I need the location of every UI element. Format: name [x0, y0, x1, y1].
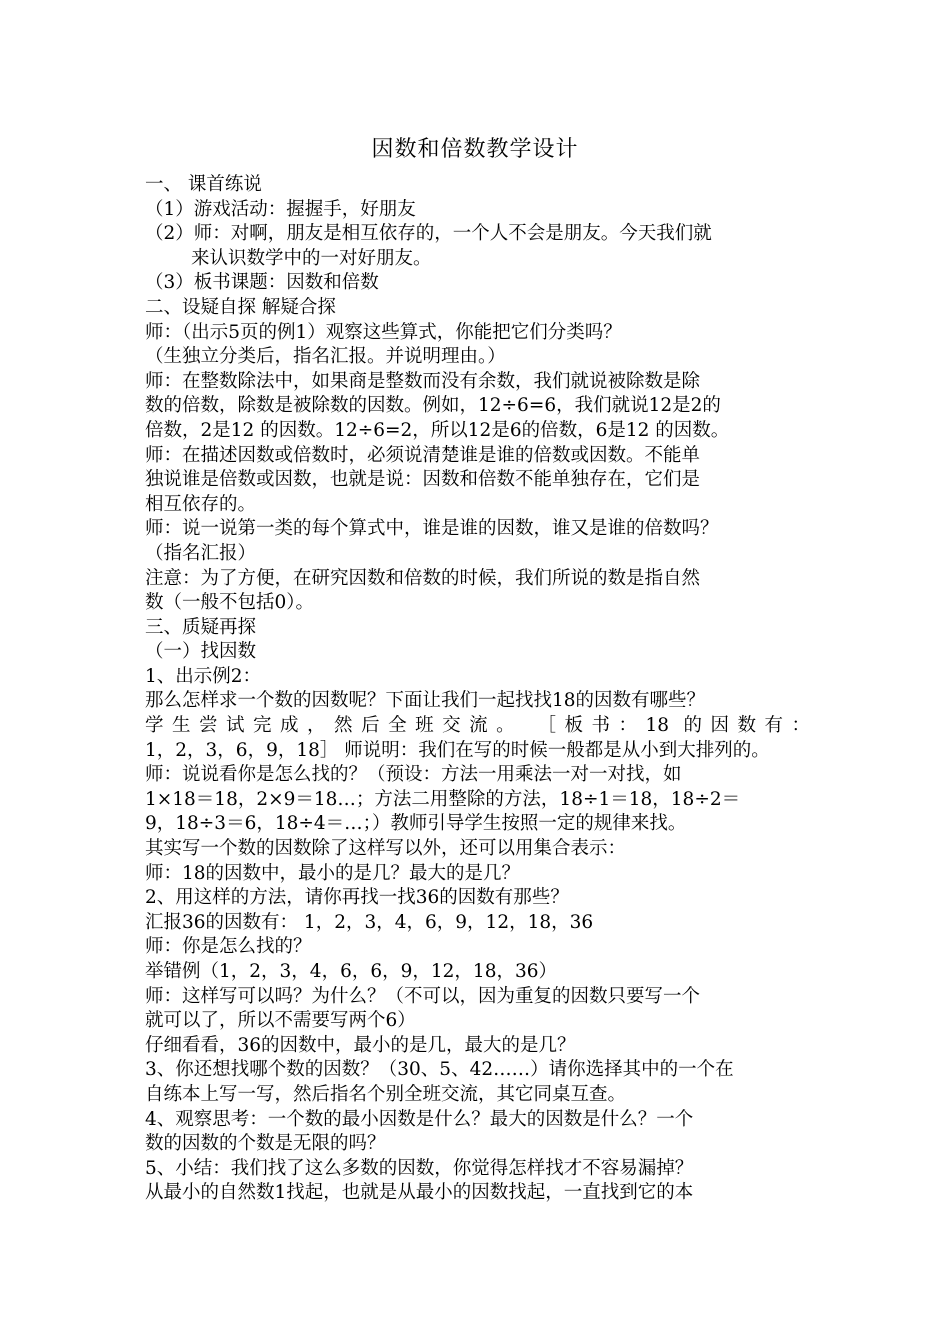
text-line: 仔细看看，36的因数中，最小的是几，最大的是几？	[145, 1034, 576, 1056]
document-body	[145, 173, 810, 1206]
text-line: （3）板书课题：因数和倍数	[145, 272, 379, 294]
text-line: 数的因数的个数是无限的吗？	[145, 1133, 386, 1155]
text-line: 二、设疑自探 解疑合探	[145, 296, 336, 318]
text-line: 学生尝试完成，然后全班交流。 ［板书：18 的因数有：	[145, 715, 810, 737]
text-line: 一、 课首练说	[145, 174, 262, 195]
text-line: 来认识数学中的一对好朋友。	[191, 247, 432, 269]
text-line: 数（一般不包括0）。	[145, 592, 315, 614]
text-line: 倍数，2是12 的因数。12÷6=2，所以12是6的倍数，6是12 的因数。	[145, 419, 730, 441]
text-line: 师：你是怎么找的？	[145, 936, 312, 958]
text-line: 注意：为了方便，在研究因数和倍数的时候，我们所说的数是指自然	[145, 567, 701, 589]
text-line: 5、小结：我们找了这么多数的因数，你觉得怎样找才不容易漏掉？	[145, 1157, 694, 1179]
text-line: （2）师：对啊，朋友是相互依存的，一个人不会是朋友。今天我们就	[145, 223, 712, 245]
text-line: 师：18的因数中，最小的是几？最大的是几？	[145, 862, 521, 884]
text-line: 独说谁是倍数或因数，也就是说：因数和倍数不能单独存在，它们是	[145, 469, 701, 491]
document-title: 因数和倍数教学设计	[371, 137, 579, 162]
text-line: 师：这样写可以吗？为什么？（不可以，因为重复的因数只要写一个	[145, 985, 701, 1007]
text-line: 师：在整数除法中，如果商是整数而没有余数，我们就说被除数是除	[145, 370, 701, 392]
text-line: 1、出示例2：	[145, 665, 262, 687]
text-line: 就可以了，所以不需要写两个6）	[145, 1010, 416, 1032]
text-line: 举错例（1，2，3，4，6，6，9，12，18，36）	[145, 961, 558, 982]
text-line: 从最小的自然数1找起，也就是从最小的因数找起，一直找到它的本	[145, 1182, 694, 1204]
text-line: 3、你还想找哪个数的因数？（30、5、42……）请你选择其中的一个在	[145, 1059, 734, 1081]
text-line: （1）游戏活动：握握手，好朋友	[145, 198, 416, 220]
text-line: （生独立分类后，指名汇报。并说明理由。）	[145, 346, 506, 368]
text-line: 2、用这样的方法，请你再找一找36的因数有那些？	[145, 887, 569, 909]
text-line: 9，18÷3＝6，18÷4＝…；）教师引导学生按照一定的规律来找。	[145, 813, 687, 835]
text-line: 师：（出示5页的例1）观察这些算式，你能把它们分类吗？	[145, 321, 622, 343]
text-line: 相互依存的。	[145, 493, 257, 515]
text-line: （一）找因数	[145, 641, 257, 663]
text-line: 自练本上写一写，然后指名个别全班交流，其它同桌互查。	[145, 1083, 627, 1105]
text-line: 1×18＝18，2×9＝18…；方法二用整除的方法，18÷1＝18，18÷2＝	[145, 788, 741, 810]
text-line: 师：在描述因数或倍数时，必须说清楚谁是谁的倍数或因数。不能单	[145, 444, 701, 466]
text-line: 师：说说看你是怎么找的？（预设：方法一用乘法一对一对找，如	[145, 764, 682, 786]
text-line: 数的倍数，除数是被除数的因数。例如，12÷6=6，我们就说12是2的	[145, 395, 721, 417]
text-line: 其实写一个数的因数除了这样写以外，还可以用集合表示：	[145, 838, 627, 860]
text-line: 那么怎样求一个数的因数呢？下面让我们一起找找18的因数有哪些？	[145, 690, 706, 712]
text-line: 1，2，3，6，9，18］ 师说明：我们在写的时候一般都是从小到大排列的。	[145, 739, 770, 761]
text-line: 汇报36的因数有： 1，2，3，4，6，9，12，18，36	[145, 911, 594, 933]
text-line: （指名汇报）	[145, 542, 257, 564]
text-line: 三、质疑再探	[145, 616, 257, 638]
text-line: 4、观察思考：一个数的最小因数是什么？最大的因数是什么？一个	[145, 1108, 694, 1130]
text-line: 师：说一说第一类的每个算式中，谁是谁的因数，谁又是谁的倍数吗？	[145, 518, 719, 540]
